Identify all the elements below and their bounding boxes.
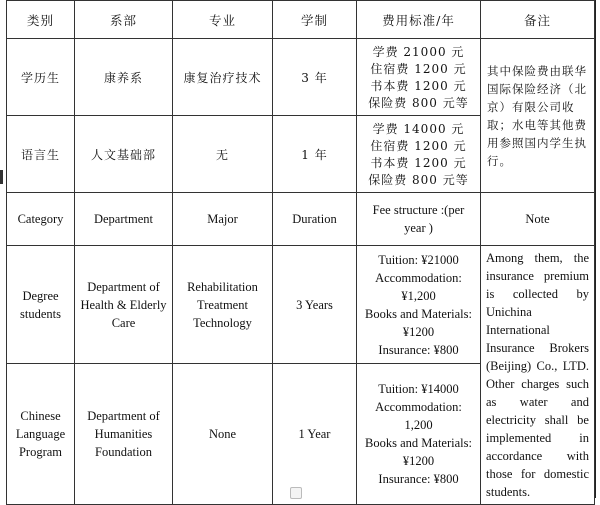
en-department-cell: Department of Humanities Foundation	[75, 364, 173, 505]
fee-line: 保险费 800 元等	[368, 173, 469, 187]
cn-note-cell: 其中保险费由联华国际保险经济（北京）有限公司收取；水电等其他费用参照国内学生执行。	[481, 39, 595, 193]
fee-line: Accommodation:	[375, 270, 462, 285]
cn-category-cell: 学历生	[7, 39, 75, 116]
fee-line: Tuition: ¥14000	[378, 382, 459, 397]
fee-line: Tuition: ¥21000	[378, 252, 459, 267]
cn-fees-cell	[357, 39, 481, 116]
cn-major-cell: 无	[173, 116, 273, 193]
fee-table	[6, 0, 595, 505]
fee-line: 学费 14000 元	[372, 122, 465, 136]
cn-header-department: 系部	[75, 1, 173, 39]
en-header-row	[7, 193, 595, 246]
cn-header-major: 专业	[173, 1, 273, 39]
fee-line: Insurance: ¥800	[378, 472, 459, 487]
fee-line: Books and Materials:	[365, 306, 472, 321]
en-duration-cell: 3 Years	[273, 246, 357, 364]
en-note-cell: Among them, the insurance premium is collected by Unichina International Insurance Brokers (Beijing) Co., LTD. Other charges such as water and electricity shall be implemented in accordance with those for domestic students.	[481, 246, 595, 505]
cn-header-fees: 费用标准/年	[357, 1, 481, 39]
fee-line: 学费 21000 元	[372, 45, 465, 59]
fee-line: Accommodation:	[375, 400, 462, 415]
cn-category-cell: 语言生	[7, 116, 75, 193]
fee-line: Insurance: ¥800	[378, 342, 459, 357]
en-category-cell: Chinese Language Program	[7, 364, 75, 505]
cn-duration-cell: 3 年	[273, 39, 357, 116]
cn-department-cell: 康养系	[75, 39, 173, 116]
cn-fees-cell	[357, 116, 481, 193]
en-duration-cell: 1 Year	[273, 364, 357, 505]
en-major-cell: None	[173, 364, 273, 505]
cn-header-row	[7, 1, 595, 39]
en-fees-cell	[357, 246, 481, 364]
en-department-cell: Department of Health & Elderly Care	[75, 246, 173, 364]
fee-line: ¥1,200	[401, 288, 436, 303]
table-row	[7, 39, 595, 116]
cn-header-category: 类别	[7, 1, 75, 39]
fee-line: 住宿费 1200 元	[370, 139, 467, 153]
fee-line: ¥1200	[402, 454, 435, 469]
en-category-cell: Degree students	[7, 246, 75, 364]
cn-major-cell: 康复治疗技术	[173, 39, 273, 116]
fee-line: 书本费 1200 元	[370, 79, 467, 93]
fee-line: ¥1200	[402, 324, 435, 339]
fee-line: 1,200	[404, 418, 433, 433]
en-header-note: Note	[481, 193, 595, 246]
fee-line: 住宿费 1200 元	[370, 62, 467, 76]
en-header-duration: Duration	[273, 193, 357, 246]
cn-header-note: 备注	[481, 1, 595, 39]
en-header-fees: Fee structure :(per year )	[357, 193, 481, 246]
cn-duration-cell: 1 年	[273, 116, 357, 193]
en-header-category: Category	[7, 193, 75, 246]
fee-line: 书本费 1200 元	[370, 156, 467, 170]
en-major-cell: Rehabilitation Treatment Technology	[173, 246, 273, 364]
cn-header-duration: 学制	[273, 1, 357, 39]
en-fees-cell	[357, 364, 481, 505]
table-row	[7, 246, 595, 364]
fee-line: Books and Materials:	[365, 436, 472, 451]
en-header-department: Department	[75, 193, 173, 246]
table-move-handle-icon[interactable]	[290, 487, 302, 499]
cn-department-cell: 人文基础部	[75, 116, 173, 193]
en-header-major: Major	[173, 193, 273, 246]
margin-mark	[0, 170, 3, 184]
fee-line: 保险费 800 元等	[368, 96, 469, 110]
